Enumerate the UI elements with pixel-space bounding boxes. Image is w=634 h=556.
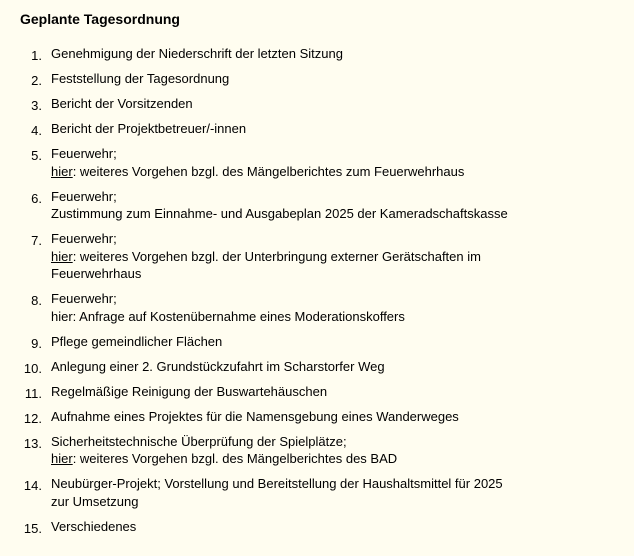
list-item: [20, 475, 624, 510]
list-item: [20, 95, 624, 113]
item-number: 1.: [31, 48, 42, 63]
list-item: [20, 145, 624, 180]
item-text: [51, 408, 624, 426]
underlined-text: hier: [51, 163, 73, 179]
item-number: 15.: [23, 520, 42, 536]
text-segment: : weiteres Vorgehen bzgl. des Mängelberichtes zum Feuerwehrhaus: [72, 163, 465, 179]
item-text: [51, 120, 624, 138]
list-item: [20, 408, 624, 426]
item-text: [51, 70, 624, 88]
item-text-line: [51, 493, 624, 511]
list-item: [20, 358, 624, 376]
item-text: [51, 188, 624, 223]
item-text: [51, 333, 624, 351]
item-text: [51, 290, 624, 325]
item-number: 3.: [31, 98, 42, 113]
item-number: 9.: [31, 335, 42, 351]
item-number: 10.: [23, 360, 42, 376]
text-segment: Feuerwehr;: [51, 188, 117, 204]
text-segment: Aufnahme eines Projektes für die Namensgebung eines Wanderweges: [51, 408, 459, 424]
text-segment: Regelmäßige Reinigung der Buswartehäuschen: [51, 383, 328, 399]
item-number: 4.: [31, 123, 42, 138]
item-text-line: [51, 188, 624, 206]
list-item: [20, 70, 624, 88]
text-segment: Feuerwehr;: [51, 231, 117, 246]
text-segment: Bericht der Vorsitzenden: [51, 96, 193, 111]
item-text-line: [51, 358, 624, 376]
item-number: 2.: [31, 73, 42, 88]
item-number: 14.: [23, 478, 42, 493]
item-number: 13.: [23, 435, 42, 451]
item-text-line: [51, 290, 624, 308]
item-text-line: [51, 308, 624, 326]
item-text: [51, 95, 624, 113]
item-text-line: [51, 450, 624, 468]
item-text-line: [51, 95, 624, 113]
item-text: [51, 475, 624, 510]
item-text-line: [51, 333, 624, 351]
item-number: 7.: [31, 233, 42, 248]
list-item: [20, 333, 624, 351]
item-text-line: [51, 433, 624, 451]
text-segment: Sicherheitstechnische Überprüfung der Spielplätze;: [51, 433, 347, 449]
item-text-line: [51, 248, 624, 266]
item-text-line: [51, 70, 624, 88]
item-number: 5.: [31, 148, 42, 163]
item-number: 6.: [31, 190, 42, 206]
list-item: [20, 188, 624, 223]
text-segment: zur Umsetzung: [51, 493, 139, 509]
item-number: 11.: [24, 385, 42, 401]
item-text: [51, 518, 624, 536]
text-segment: Feststellung der Tagesordnung: [51, 71, 230, 86]
item-text-line: [51, 205, 624, 223]
item-text-line: [51, 163, 624, 181]
item-text-line: [51, 45, 624, 63]
item-text-line: [51, 145, 624, 163]
text-segment: Genehmigung der Niederschrift der letzten Sitzung: [51, 46, 343, 61]
item-number: 12.: [23, 410, 42, 426]
item-text: [51, 358, 624, 376]
underlined-text: hier: [51, 248, 73, 264]
item-text: [51, 230, 624, 283]
text-segment: Pflege gemeindlicher Flächen: [51, 333, 223, 349]
text-segment: Verschiedenes: [51, 518, 137, 534]
list-item: [20, 45, 624, 63]
item-text: [51, 433, 624, 468]
item-number: 8.: [31, 293, 42, 308]
text-segment: : weiteres Vorgehen bzgl. der Unterbringung externer Gerätschaften im: [72, 248, 481, 264]
item-text-line: [51, 383, 624, 401]
text-segment: Zustimmung zum Einnahme- und Ausgabeplan 2025 der Kameradschaftskasse: [51, 206, 508, 221]
list-item: [20, 383, 624, 401]
item-text-line: [51, 230, 624, 248]
item-text: [51, 145, 624, 180]
text-segment: Anlegung einer 2. Grundstückzufahrt im Scharstorfer Weg: [51, 358, 385, 374]
item-text: [51, 45, 624, 63]
list-item: [20, 120, 624, 138]
text-segment: hier: Anfrage auf Kostenübernahme eines Moderationskoffers: [51, 308, 405, 324]
text-segment: Feuerwehr;: [51, 291, 117, 306]
text-segment: Bericht der Projektbetreuer/-innen: [51, 121, 247, 136]
item-text-line: [51, 475, 624, 493]
agenda-list: [20, 45, 624, 535]
underlined-text: hier: [51, 451, 73, 466]
item-text-line: [51, 518, 624, 536]
text-segment: Neubürger-Projekt; Vorstellung und Bereitstellung der Haushaltsmittel für 2025: [51, 476, 503, 491]
item-text: [51, 383, 624, 401]
text-segment: Feuerwehr;: [51, 146, 117, 161]
item-text-line: [51, 408, 624, 426]
text-segment: : weiteres Vorgehen bzgl. des Mängelberichtes des BAD: [72, 451, 398, 466]
page-title: Geplante Tagesordnung: [20, 11, 180, 27]
text-segment: Feuerwehrhaus: [51, 266, 142, 281]
list-item: [20, 518, 624, 536]
list-item: [20, 290, 624, 325]
item-text-line: [51, 120, 624, 138]
list-item: [20, 230, 624, 283]
list-item: [20, 433, 624, 468]
item-text-line: [51, 265, 624, 283]
